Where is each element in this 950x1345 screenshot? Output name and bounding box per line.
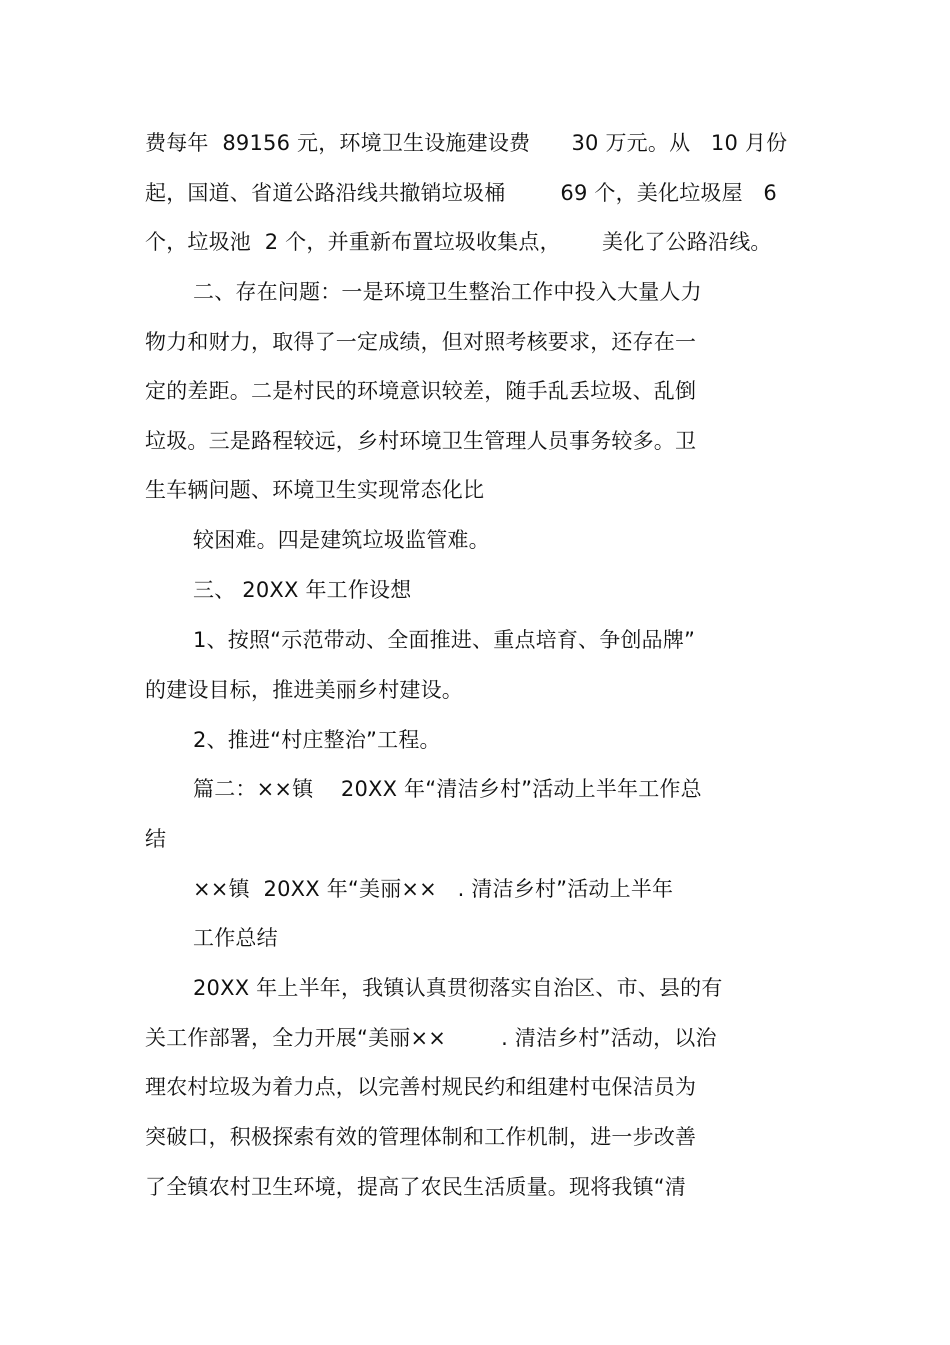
text-line-22: 了全镇农村卫生环境，提高了农民生活质量。现将我镇“清 — [145, 1175, 687, 1199]
text-line-3: 个，垃圾池 2 个，并重新布置垃圾收集点， 美化了公路沿线。 — [145, 230, 772, 254]
text-line-8: 生车辆问题、环境卫生实现常态化比 — [145, 478, 485, 502]
text-line-19: 关工作部署，全力开展“美丽×× . 清洁乡村”活动，以治 — [145, 1026, 717, 1050]
text-line-1: 费每年 89156 元，环境卫生设施建设费 30 万元。从 10 月份 — [145, 131, 788, 155]
text-line-2: 起，国道、省道公路沿线共撤销垃圾桶 69 个，美化垃圾屋 6 — [145, 181, 777, 205]
text-line-6: 定的差距。二是村民的环境意识较差，随手乱丢垃圾、乱倒 — [145, 379, 697, 403]
text-line-12: 的建设目标，推进美丽乡村建设。 — [145, 678, 463, 702]
text-line-5: 物力和财力，取得了一定成绩，但对照考核要求，还存在一 — [145, 330, 697, 354]
text-line-20: 理农村垃圾为着力点，以完善村规民约和组建村屯保洁员为 — [145, 1075, 697, 1099]
text-line-18: 20XX 年上半年，我镇认真贯彻落实自治区、市、县的有 — [193, 976, 723, 1000]
text-line-11: 1、按照“示范带动、全面推进、重点培育、争创品牌” — [193, 628, 696, 652]
text-line-7: 垃圾。三是路程较远，乡村环境卫生管理人员事务较多。卫 — [145, 429, 697, 453]
text-line-9: 较困难。四是建筑垃圾监管难。 — [193, 528, 490, 552]
text-line-17: 工作总结 — [193, 926, 278, 950]
text-line-14: 篇二：××镇 20XX 年“清洁乡村”活动上半年工作总 — [193, 777, 702, 801]
text-line-13: 2、推进“村庄整治”工程。 — [193, 728, 441, 752]
text-line-15: 结 — [145, 827, 167, 851]
text-line-21: 突破口，积极探索有效的管理体制和工作机制，进一步改善 — [145, 1125, 697, 1149]
text-line-10: 三、 20XX 年工作设想 — [193, 578, 412, 602]
text-line-16: ××镇 20XX 年“美丽×× . 清洁乡村”活动上半年 — [193, 877, 674, 901]
text-line-4: 二、存在问题：一是环境卫生整治工作中投入大量人力 — [193, 280, 702, 304]
